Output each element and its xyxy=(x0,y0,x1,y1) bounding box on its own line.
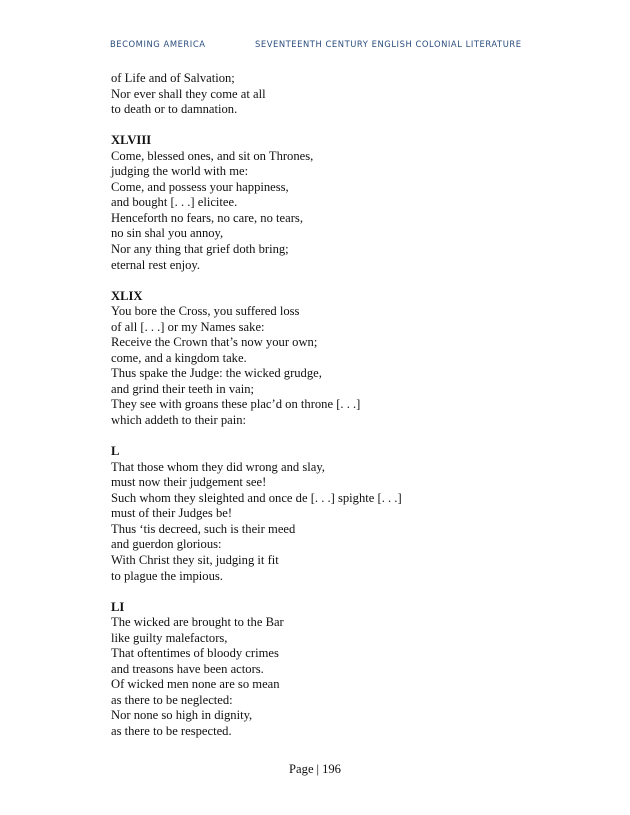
poem-line: come, and a kingdom take. xyxy=(111,350,247,365)
poem-line: Nor ever shall they come at all xyxy=(111,86,266,101)
stanza-xlviii xyxy=(111,133,531,273)
poem-line: must now their judgement see! xyxy=(111,475,267,490)
poem-line: Come, and possess your happiness, xyxy=(111,179,289,194)
opening-lines xyxy=(111,71,531,118)
poem-line: judging the world with me: xyxy=(111,164,249,179)
poem-line: as there to be neglected: xyxy=(111,692,233,707)
poem-line: and grind their teeth in vain; xyxy=(111,381,255,396)
page-label: Page xyxy=(289,762,314,776)
stanza-l xyxy=(111,444,531,584)
stanza-lines xyxy=(111,149,531,273)
poem-line: like guilty malefactors, xyxy=(111,630,228,645)
poem-line: as there to be respected. xyxy=(111,723,232,738)
stanza-li xyxy=(111,600,531,740)
poem-line: Come, blessed ones, and sit on Thrones, xyxy=(111,148,314,163)
stanza-number: XLVIII xyxy=(111,133,152,148)
stanza-lines xyxy=(111,460,531,584)
stanza-lines xyxy=(111,304,531,428)
poem-line: Nor any thing that grief doth bring; xyxy=(111,242,289,257)
poem-line: That those whom they did wrong and slay, xyxy=(111,459,325,474)
poem-line: and treasons have been actors. xyxy=(111,661,264,676)
poem-line: to plague the impious. xyxy=(111,568,223,583)
poem-line: and bought [. . .] elicitee. xyxy=(111,195,238,210)
poem-line: Thus ‘tis decreed, such is their meed xyxy=(111,521,296,536)
poem-line: Of wicked men none are so mean xyxy=(111,677,280,692)
poem-body xyxy=(111,71,531,740)
page-footer xyxy=(0,762,630,777)
poem-line: Receive the Crown that’s now your own; xyxy=(111,335,318,350)
poem-line: must of their Judges be! xyxy=(111,506,233,521)
poem-line: You bore the Cross, you suffered loss xyxy=(111,304,300,319)
poem-line: eternal rest enjoy. xyxy=(111,257,201,272)
stanza-number: L xyxy=(111,444,120,459)
poem-line: of all [. . .] or my Names sake: xyxy=(111,319,265,334)
stanza-xlix xyxy=(111,289,531,429)
page-separator: | xyxy=(316,762,320,776)
stanza-number: XLIX xyxy=(111,288,143,303)
header-section-title: SEVENTEENTH CENTURY ENGLISH COLONIAL LITERATURE xyxy=(255,39,522,49)
poem-line: They see with groans these plac’d on throne [. . .] xyxy=(111,397,361,412)
stanza-number: LI xyxy=(111,599,125,614)
stanza-lines xyxy=(111,615,531,739)
poem-line: to death or to damnation. xyxy=(111,102,238,117)
poem-line: no sin shal you annoy, xyxy=(111,226,224,241)
poem-line: which addeth to their pain: xyxy=(111,413,246,428)
poem-line: Such whom they sleighted and once de [. . .] spighte [. . .] xyxy=(111,490,402,505)
poem-line: and guerdon glorious: xyxy=(111,537,222,552)
running-header xyxy=(110,39,530,53)
poem-line: With Christ they sit, judging it fit xyxy=(111,552,279,567)
poem-line: Henceforth no fears, no care, no tears, xyxy=(111,210,303,225)
poem-line: Nor none so high in dignity, xyxy=(111,708,253,723)
poem-line: That oftentimes of bloody crimes xyxy=(111,646,279,661)
poem-line: of Life and of Salvation; xyxy=(111,71,235,85)
header-book-title: BECOMING AMERICA xyxy=(110,39,206,49)
page-number: 196 xyxy=(322,762,341,776)
poem-line: The wicked are brought to the Bar xyxy=(111,615,284,630)
poem-line: Thus spake the Judge: the wicked grudge, xyxy=(111,366,322,381)
